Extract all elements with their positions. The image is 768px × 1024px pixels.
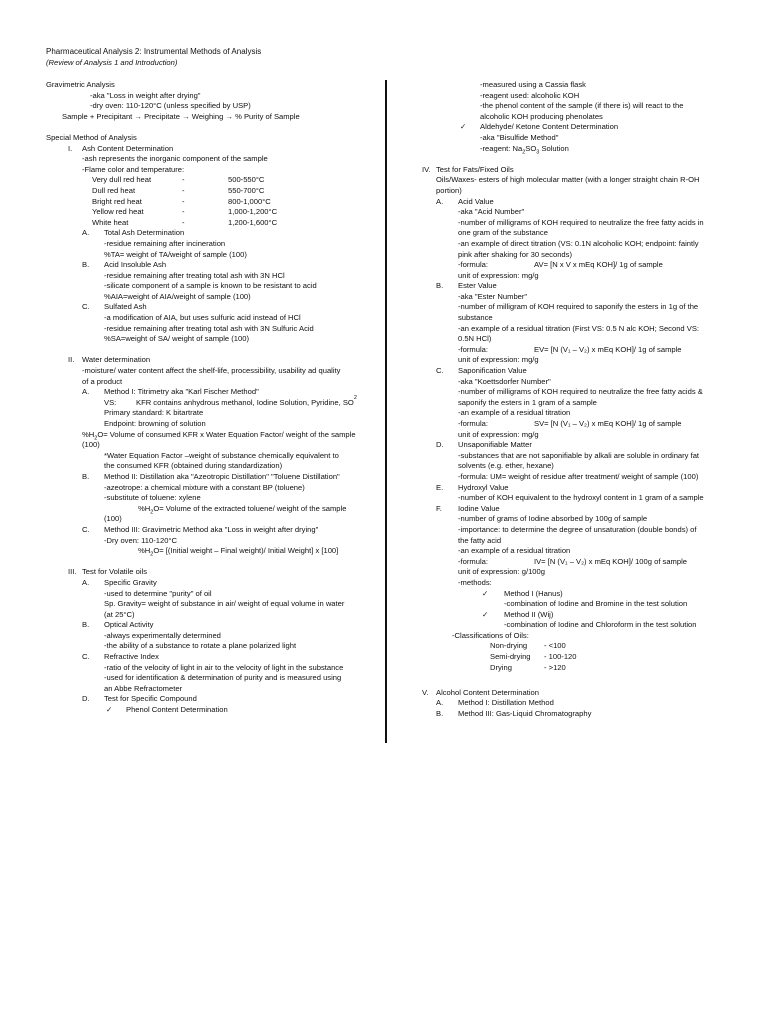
outline-number: B. xyxy=(436,709,444,719)
text-line: portion) xyxy=(436,185,462,195)
text-line: -Flame color and temperature: xyxy=(82,164,185,174)
text-line: pink after shaking for 30 seconds) xyxy=(458,249,572,259)
text-line: -number of milligrams of KOH required to neutralize the free fatty acids & xyxy=(458,387,703,397)
outline-title: Method I: Distillation Method xyxy=(458,698,554,708)
checkmark-icon xyxy=(482,610,504,621)
column-divider xyxy=(385,80,387,743)
text-line: one gram of the substance xyxy=(458,228,548,238)
text-line: -methods: xyxy=(458,577,492,587)
flame-table-cell: - xyxy=(182,196,185,206)
formula-line xyxy=(458,260,727,271)
outline-number: II. xyxy=(68,355,75,365)
flame-table-row xyxy=(92,197,376,208)
text-line: unit of expression: mg/g xyxy=(458,355,539,365)
text-line: of a product xyxy=(82,376,123,386)
text-line: -azeotrope: a chemical mixture with a constant BP (toluene) xyxy=(104,482,305,492)
text-line: -an example of a residual titration (First VS: 0.5 N alc KOH; Second VS: xyxy=(458,323,699,333)
oil-class-cell: - >120 xyxy=(544,662,566,672)
outline-number: B. xyxy=(82,471,90,481)
formula-line xyxy=(138,504,376,515)
outline-number: D. xyxy=(436,440,444,450)
text-line: -always experimentally determined xyxy=(104,630,221,640)
outline-item xyxy=(68,144,376,155)
text-line: Sp. Gravity= weight of substance in air/ weight of equal volume in water xyxy=(104,599,345,609)
flame-table-row xyxy=(92,186,376,197)
text-line: %SA=weight of SA/ weight of sample (100) xyxy=(104,334,249,344)
outline-title: Test for Volatile oils xyxy=(82,567,147,577)
text-line: (at 25°C) xyxy=(104,609,135,619)
outline-item xyxy=(436,197,727,208)
outline-number: B. xyxy=(436,281,444,291)
oil-class-cell: Semi-drying xyxy=(490,652,531,662)
checklist-label: Method I (Hanus) xyxy=(504,588,563,598)
checklist-label: Method II (Wij) xyxy=(504,609,554,619)
text-line: -Classifications of Oils: xyxy=(452,630,529,640)
text-line: saponify the esters in 1 gram of a sample xyxy=(458,397,597,407)
outline-item xyxy=(422,165,727,176)
text-line: -combination of Iodine and Bromine in the test solution xyxy=(504,599,688,609)
text-line: *Water Equation Factor –weight of substance chemically equivalent to xyxy=(104,450,339,460)
outline-number: C. xyxy=(436,366,444,376)
text-line: Sample + Precipitant → Precipitate → Weighing → % Purity of Sample xyxy=(62,111,300,121)
text-line: -an example of direct titration (VS: 0.1N alcoholic KOH; endpoint: faintly xyxy=(458,238,699,248)
flame-table-cell: - xyxy=(182,185,185,195)
text-line: -number of milligram of KOH required to saponify the esters in 1g of the xyxy=(458,302,699,312)
text-line: %AIA=weight of AIA/weight of sample (100) xyxy=(104,291,251,301)
oil-class-cell: - 100-120 xyxy=(544,652,577,662)
subscript: 2 xyxy=(150,509,154,516)
flame-table-cell: Dull red heat xyxy=(92,185,136,195)
text-line: -dry oven: 110-120°C (unless specified by USP) xyxy=(90,101,251,111)
outline-item xyxy=(436,483,727,494)
text-line: -moisture/ water content affect the shelf-life, processibility, usability ad quality xyxy=(82,366,341,376)
flame-table-row xyxy=(92,207,376,218)
text-line: -importance: to determine the degree of unsaturation (double bonds) of xyxy=(458,524,697,534)
label: -formula: xyxy=(458,344,488,354)
text-line: -substances that are not saponifiable by alkali are soluble in ordinary fat xyxy=(458,450,700,460)
outline-item xyxy=(436,698,727,709)
text-line: alcoholic KOH producing phenolates xyxy=(480,111,603,121)
outline-number: A. xyxy=(82,228,90,238)
outline-number: E. xyxy=(436,482,444,492)
oil-class-row xyxy=(490,663,727,674)
text-line: -residue remaining after incineration xyxy=(104,238,226,248)
text-line: -silicate component of a sample is known to be resistant to acid xyxy=(104,281,317,291)
checkmark-icon xyxy=(482,589,504,600)
outline-title: Unsaponifiable Matter xyxy=(458,440,532,450)
text-line: -an example of a residual titration xyxy=(458,546,571,556)
text-line: -Dry oven: 110-120°C xyxy=(104,535,177,545)
outline-item xyxy=(82,652,376,663)
text-line: -used for identification & determination of purity and is measured using xyxy=(104,673,342,683)
outline-title: Refractive Index xyxy=(104,652,159,662)
text-line: Primary standard: K bitartrate xyxy=(104,408,204,418)
outline-title: Sulfated Ash xyxy=(104,302,147,312)
outline-item xyxy=(68,567,376,578)
outline-item xyxy=(436,504,727,515)
outline-title: Method II: Distillation aka "Azeotropic Distillation" "Toluene Distillation" xyxy=(104,471,340,481)
text-line: -aka "Bisulfide Method" xyxy=(480,132,559,142)
text-line: -a modification of AIA, but uses sulfuric acid instead of HCl xyxy=(104,313,301,323)
text-line: -number of KOH equivalent to the hydroxyl content in 1 gram of a sample xyxy=(458,493,704,503)
oil-class-row xyxy=(490,641,727,652)
text: %H xyxy=(138,546,151,556)
flame-table-cell: 800-1,000°C xyxy=(228,196,271,206)
checklist-item xyxy=(106,705,376,716)
text-line: the consumed KFR (obtained during standardization) xyxy=(104,461,283,471)
text-line: substance xyxy=(458,313,493,323)
text-line: -number of milligrams of KOH required to neutralize the free fatty acids in xyxy=(458,217,704,227)
outline-number: A. xyxy=(436,698,444,708)
formula: IV= [N (V₁ – V₂) x mEq KOH]/ 100g of sample xyxy=(534,556,688,566)
text-line: -the ability of a substance to rotate a plane polarized light xyxy=(104,641,297,651)
outline-title: Acid Value xyxy=(458,196,494,206)
outline-title: Acid Insoluble Ash xyxy=(104,260,167,270)
outline-title: Total Ash Determination xyxy=(104,228,185,238)
flame-table-row xyxy=(92,218,376,229)
outline-item xyxy=(68,355,376,366)
text-line: -combination of Iodine and Chloroform in the test solution xyxy=(504,620,697,630)
oil-class-cell: Non-drying xyxy=(490,641,528,651)
outline-number: IV. xyxy=(422,164,431,174)
left-column xyxy=(46,80,376,716)
flame-table-row xyxy=(92,175,376,186)
text-line: -number of grams of Iodine absorbed by 100g of sample xyxy=(458,514,648,524)
outline-title: Ash Content Determination xyxy=(82,143,174,153)
section-heading: Special Method of Analysis xyxy=(46,132,137,142)
oil-class-row xyxy=(490,652,727,663)
flame-table-cell: Bright red heat xyxy=(92,196,142,206)
text-line: (100) xyxy=(104,514,122,524)
subscript: 3 xyxy=(536,149,540,156)
text-line: -substitute of toluene: xylene xyxy=(104,493,201,503)
formula: EV= [N (V₁ – V₂) x mEq KOH]/ 1g of sample xyxy=(534,344,682,354)
flame-table-cell: 1,000-1,200°C xyxy=(228,207,278,217)
formula: SV= [N (V₁ – V₂) x mEq KOH]/ 1g of sample xyxy=(534,419,682,428)
label: -formula: xyxy=(458,556,488,566)
outline-number: I. xyxy=(68,143,73,153)
text: O= Volume of consumed KFR x Water Equation Factor/ weight of the sample xyxy=(97,429,356,439)
text: SO xyxy=(525,143,537,153)
page-subtitle: (Review of Analysis 1 and Introduction) xyxy=(46,57,178,67)
text-line: unit of expression: mg/g xyxy=(458,270,539,280)
text-line: -residue remaining after treating total ash with 3N HCl xyxy=(104,270,285,280)
outline-number: D. xyxy=(82,694,90,704)
outline-item xyxy=(82,228,376,239)
text-line: Oils/Waxes- esters of high molecular matter (with a longer straight chain R-OH xyxy=(436,175,700,185)
flame-table-cell: Very dull red heat xyxy=(92,175,152,185)
outline-title: Hydroxyl Value xyxy=(458,482,509,492)
text-line: -ash represents the inorganic component of the sample xyxy=(82,154,268,164)
outline-title: Test for Fats/Fixed Oils xyxy=(436,164,514,174)
page-title: Pharmaceutical Analysis 2: Instrumental Methods of Analysis xyxy=(46,47,262,56)
flame-table-cell: Yellow red heat xyxy=(92,207,144,217)
text-line: solvents (e.g. ether, hexane) xyxy=(458,461,554,471)
flame-table-cell: 500-550°C xyxy=(228,175,265,185)
text-line: -formula: UM= weight of residue after treatment/ weight of sample (100) xyxy=(458,471,699,481)
outline-title: Alcohol Content Determination xyxy=(436,687,539,697)
label: -formula: xyxy=(458,260,488,270)
text-line: -an example of a residual titration xyxy=(458,408,571,418)
outline-number: B. xyxy=(82,620,90,630)
formula-line xyxy=(480,144,727,155)
text: O= [(Initial weight – Final weight)/ Initial Weight] x [100] xyxy=(153,546,339,556)
document-header xyxy=(46,47,386,68)
outline-item xyxy=(436,366,727,377)
flame-table-cell: White heat xyxy=(92,217,129,227)
outline-title: Specific Gravity xyxy=(104,577,157,587)
formula-line xyxy=(82,430,376,441)
text-line: -aka "Koettsdorfer Number" xyxy=(458,376,551,386)
text-line: an Abbe Refractometer xyxy=(104,683,183,693)
subscript: 2 xyxy=(150,551,154,558)
label: -formula: xyxy=(458,419,488,428)
outline-number: III. xyxy=(68,567,77,577)
text: %H xyxy=(82,429,95,439)
flame-temperature-table xyxy=(92,175,376,228)
outline-title: Optical Activity xyxy=(104,620,154,630)
outline-item xyxy=(82,387,376,398)
text-line: -the phenol content of the sample (if there is) will react to the xyxy=(480,101,684,111)
checklist-item xyxy=(460,122,727,133)
oil-classification-table xyxy=(490,641,727,673)
outline-title: Water determination xyxy=(82,355,151,365)
outline-item xyxy=(436,709,727,720)
outline-title: Saponification Value xyxy=(458,366,527,376)
text-line: %TA= weight of TA/weight of sample (100) xyxy=(104,249,247,259)
text: KFR contains anhydrous methanol, Iodine Solution, Pyridine, SO xyxy=(136,397,354,407)
outline-number: C. xyxy=(82,524,90,534)
text-line: 0.5N HCl) xyxy=(458,334,492,344)
section-heading: Gravimetric Analysis xyxy=(46,80,115,89)
text-line: unit of expression: mg/g xyxy=(458,429,539,439)
text: Solution xyxy=(539,143,569,153)
text-line: -aka "Ester Number" xyxy=(458,291,528,301)
outline-number: A. xyxy=(82,577,90,587)
outline-number: A. xyxy=(82,387,90,397)
checklist-item xyxy=(482,610,727,621)
outline-item xyxy=(436,440,727,451)
flame-table-cell: 550-700°C xyxy=(228,185,265,195)
outline-item xyxy=(82,302,376,313)
text-line: Endpoint: browning of solution xyxy=(104,419,206,428)
subscript: 2 xyxy=(353,394,357,401)
outline-item xyxy=(82,620,376,631)
text: -reagent: Na xyxy=(480,143,523,153)
formula-line xyxy=(458,557,727,568)
outline-item xyxy=(82,525,376,536)
outline-item xyxy=(422,688,727,699)
formula: AV= [N x V x mEq KOH]/ 1g of sample xyxy=(534,260,663,270)
right-column xyxy=(422,80,727,720)
subscript: 2 xyxy=(522,149,526,156)
label: VS: xyxy=(104,397,117,407)
text-line: (100) xyxy=(82,440,100,450)
checkmark-icon xyxy=(106,705,126,716)
outline-title: Iodine Value xyxy=(458,503,500,513)
outline-item xyxy=(82,578,376,589)
text-line: -aka "Loss in weight after drying" xyxy=(90,90,201,100)
checklist-item xyxy=(482,589,727,600)
checkmark-icon xyxy=(460,122,480,133)
outline-title: Method I: Titrimetry aka "Karl Fischer Method" xyxy=(104,387,259,397)
outline-item xyxy=(82,260,376,271)
text-line: -ratio of the velocity of light in air to the velocity of light in the substance xyxy=(104,662,344,672)
text-line: -reagent used: alcoholic KOH xyxy=(480,90,580,100)
checklist-label: Phenol Content Determination xyxy=(126,705,228,715)
outline-title: Method III: Gravimetric Method aka "Loss in weight after drying" xyxy=(104,524,319,534)
checklist-label: Aldehyde/ Ketone Content Determination xyxy=(480,122,619,132)
outline-number: C. xyxy=(82,302,90,312)
subscript: 2 xyxy=(94,435,98,442)
text-line xyxy=(104,394,376,409)
outline-title: Method III: Gas-Liquid Chromatography xyxy=(458,709,592,719)
outline-number: A. xyxy=(436,196,444,206)
text-line: -aka "Acid Number" xyxy=(458,207,525,217)
outline-item xyxy=(82,472,376,483)
text: O= Volume of the extracted toluene/ weight of the sample xyxy=(153,503,347,513)
flame-table-cell: - xyxy=(182,207,185,217)
outline-number: B. xyxy=(82,260,90,270)
text: %H xyxy=(138,503,151,513)
flame-table-cell: - xyxy=(182,217,185,227)
outline-title: Ester Value xyxy=(458,281,497,291)
flame-table-cell: - xyxy=(182,175,185,185)
oil-class-cell: - <100 xyxy=(544,641,566,651)
outline-number: C. xyxy=(82,652,90,662)
outline-item xyxy=(82,694,376,705)
formula-line xyxy=(138,546,376,557)
text-line: -residue remaining after treating total ash with 3N Sulfuric Acid xyxy=(104,323,314,333)
text-line: -used to determine "purity" of oil xyxy=(104,588,212,598)
oil-class-cell: Drying xyxy=(490,662,512,672)
outline-number: V. xyxy=(422,687,429,697)
text-line: -measured using a Cassia flask xyxy=(480,80,586,89)
text-line: unit of expression: g/100g xyxy=(458,567,545,577)
formula-line xyxy=(458,419,727,430)
outline-item xyxy=(436,281,727,292)
formula-line xyxy=(458,345,727,356)
outline-title: Test for Specific Compound xyxy=(104,694,197,704)
text-line: the fatty acid xyxy=(458,535,502,545)
flame-table-cell: 1,200-1,600°C xyxy=(228,217,278,227)
outline-number: F. xyxy=(436,503,442,513)
